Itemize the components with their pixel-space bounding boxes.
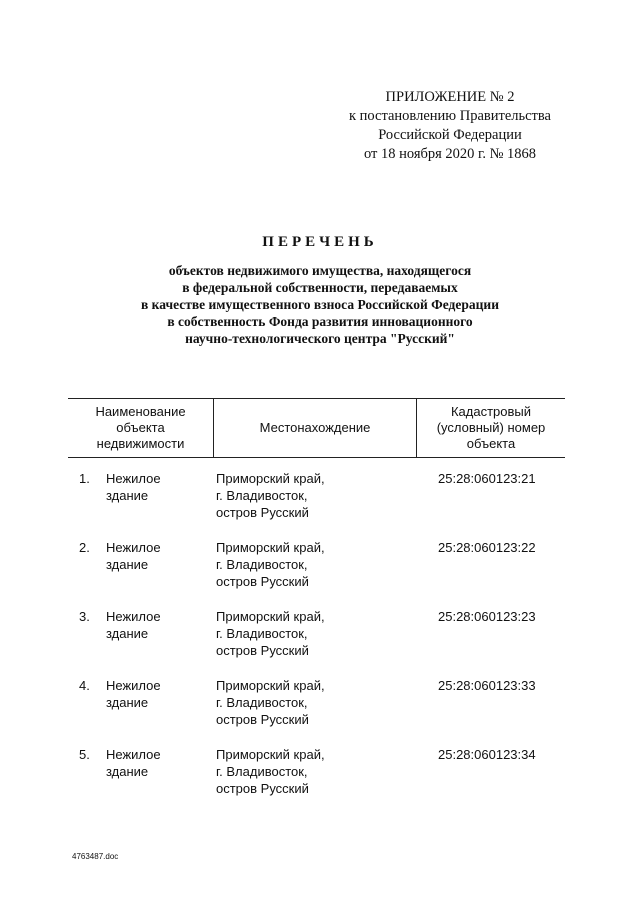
row-object-name xyxy=(106,746,206,780)
subtitle-line: в федеральной собственности, передаваемых xyxy=(182,280,458,295)
row-number: 4. xyxy=(79,678,90,693)
row-cadastral-number: 25:28:060123:33 xyxy=(438,678,536,693)
row-object-name xyxy=(106,539,206,573)
row-object-name xyxy=(106,677,206,711)
row-location xyxy=(216,746,416,797)
row-object-name-line: здание xyxy=(106,695,149,710)
header-name-cell xyxy=(68,399,214,457)
subtitle-line: в качестве имущественного взноса Российской Федерации xyxy=(141,297,499,312)
row-object-name-line: Нежилое xyxy=(106,540,161,555)
row-location-line: остров Русский xyxy=(216,505,309,520)
row-object-name-line: Нежилое xyxy=(106,747,161,762)
table-row xyxy=(68,746,565,806)
row-location-line: остров Русский xyxy=(216,781,309,796)
row-object-name-line: здание xyxy=(106,488,149,503)
header-location-label: Местонахождение xyxy=(259,420,371,435)
table-header xyxy=(68,398,565,458)
row-location-line: г. Владивосток, xyxy=(216,695,308,710)
table-row xyxy=(68,470,565,530)
row-cadastral-number: 25:28:060123:23 xyxy=(438,609,536,624)
document-title: ПЕРЕЧЕНЬ xyxy=(262,234,378,250)
row-number: 1. xyxy=(79,471,90,486)
row-location-line: остров Русский xyxy=(216,643,309,658)
row-location-line: Приморский край, xyxy=(216,747,325,762)
row-number: 2. xyxy=(79,540,90,555)
row-object-name xyxy=(106,608,206,642)
document-file-id: 4763487.doc xyxy=(72,852,119,861)
row-object-name-line: здание xyxy=(106,557,149,572)
table-row xyxy=(68,608,565,668)
appendix-date-number: от 18 ноября 2020 г. № 1868 xyxy=(363,146,537,162)
header-cadastral-line: объекта xyxy=(466,436,516,451)
row-location xyxy=(216,539,416,590)
appendix-reference: к постановлению Правительства xyxy=(349,108,551,124)
row-location xyxy=(216,470,416,521)
header-name-line: Наименование xyxy=(95,404,186,419)
row-object-name-line: здание xyxy=(106,626,149,641)
row-location-line: г. Владивосток, xyxy=(216,488,308,503)
row-cadastral-number: 25:28:060123:22 xyxy=(438,540,536,555)
table-row xyxy=(68,539,565,599)
row-number: 5. xyxy=(79,747,90,762)
subtitle-line: в собственность Фонда развития инновационного xyxy=(167,314,473,329)
table-row xyxy=(68,677,565,737)
row-cadastral-number: 25:28:060123:34 xyxy=(438,747,536,762)
row-location-line: Приморский край, xyxy=(216,678,325,693)
row-object-name-line: Нежилое xyxy=(106,609,161,624)
row-cadastral-number: 25:28:060123:21 xyxy=(438,471,536,486)
row-location-line: Приморский край, xyxy=(216,609,325,624)
row-location-line: г. Владивосток, xyxy=(216,764,308,779)
row-object-name-line: Нежилое xyxy=(106,678,161,693)
subtitle-line: объектов недвижимого имущества, находящегося xyxy=(168,263,472,278)
header-name-line: объекта xyxy=(116,420,165,435)
row-location-line: Приморский край, xyxy=(216,471,325,486)
header-name-line: недвижимости xyxy=(96,436,185,451)
row-location-line: остров Русский xyxy=(216,712,309,727)
header-cadastral-line: (условный) номер xyxy=(436,420,546,435)
header-location-cell xyxy=(214,399,417,457)
document-subtitle xyxy=(70,262,570,347)
appendix-authority: Российской Федерации xyxy=(378,127,522,143)
row-location xyxy=(216,677,416,728)
row-location xyxy=(216,608,416,659)
row-number: 3. xyxy=(79,609,90,624)
appendix-number: ПРИЛОЖЕНИЕ № 2 xyxy=(385,89,515,105)
header-cadastral-line: Кадастровый xyxy=(450,404,532,419)
row-object-name-line: Нежилое xyxy=(106,471,161,486)
row-location-line: остров Русский xyxy=(216,574,309,589)
row-location-line: г. Владивосток, xyxy=(216,626,308,641)
row-object-name xyxy=(106,470,206,504)
header-cadastral-cell xyxy=(417,399,565,457)
row-object-name-line: здание xyxy=(106,764,149,779)
appendix-block xyxy=(330,88,570,164)
row-location-line: г. Владивосток, xyxy=(216,557,308,572)
subtitle-line: научно-технологического центра "Русский" xyxy=(185,331,455,346)
row-location-line: Приморский край, xyxy=(216,540,325,555)
